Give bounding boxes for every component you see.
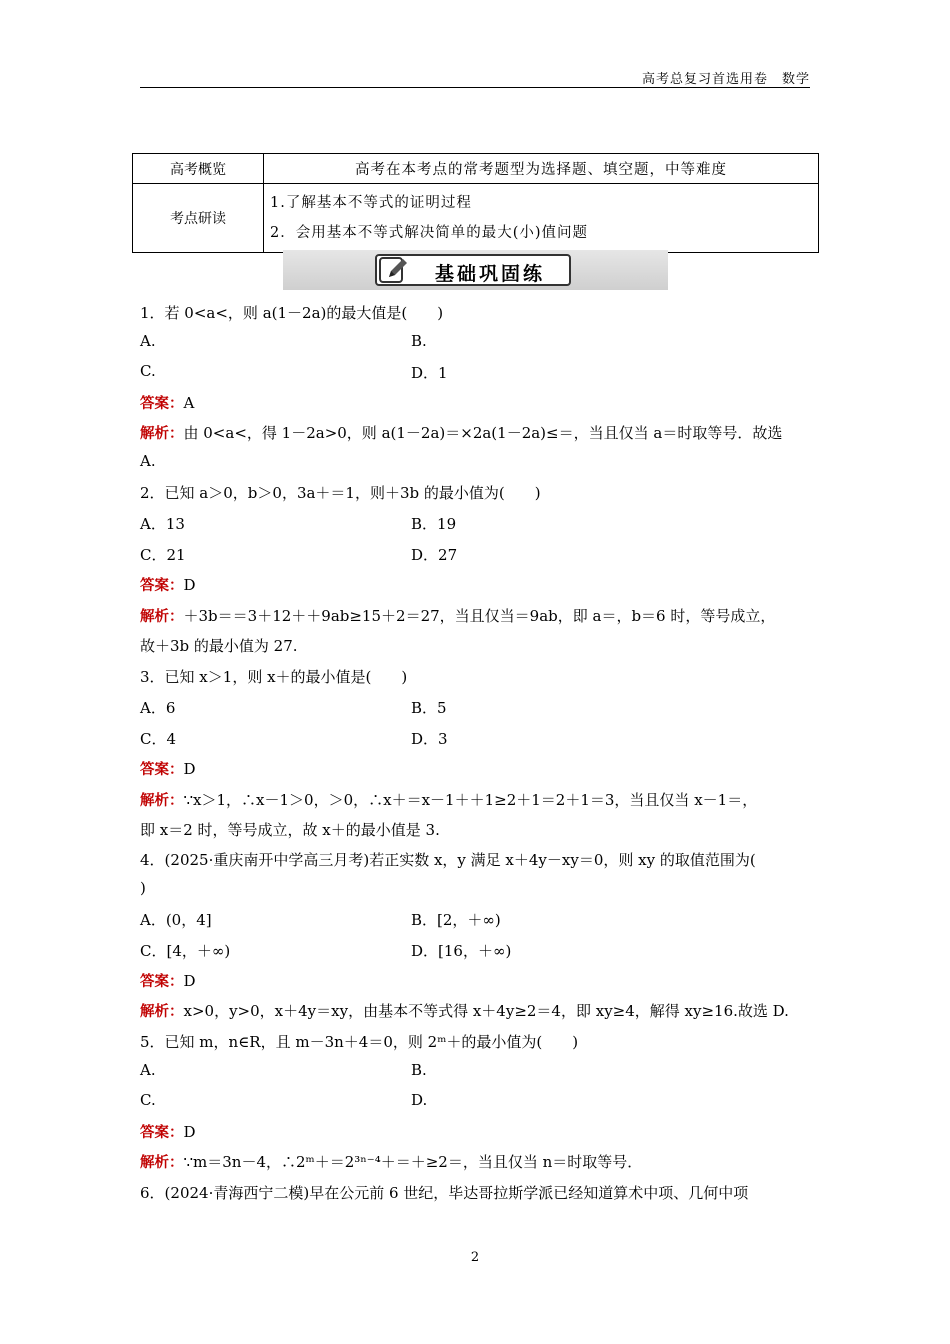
- q1-option-b: B.: [411, 332, 427, 350]
- q4-option-b: B．[2，＋∞): [411, 911, 501, 929]
- q1-analysis-cont: A.: [140, 452, 156, 470]
- q3-option-b: B．5: [411, 699, 447, 717]
- q5-option-b: B.: [411, 1061, 427, 1079]
- overview-label-kaodian: 考点研读: [133, 184, 264, 253]
- section-banner-title: 基础巩固练: [435, 263, 546, 285]
- answer-label: 答案：: [140, 762, 184, 778]
- q1-analysis: [140, 422, 782, 443]
- q2-stem: 2．已知 a＞0，b＞0，3a＋＝1，则＋3b 的最小值为( ): [140, 484, 541, 502]
- q1-stem: 1．若 0<a<，则 a(1－2a)的最大值是( ): [140, 304, 444, 322]
- analysis-text: ∵m＝3n－4，∴2ᵐ＋＝2³ⁿ⁻⁴＋＝＋≥2＝，当且仅当 n＝时取等号．: [183, 1153, 643, 1171]
- analysis-label: 解析：: [140, 793, 184, 809]
- analysis-text: ＋3b＝＝3＋12＋＋9ab≥15＋2＝27，当且仅当＝9ab，即 a＝，b＝6 时，等号成立，: [183, 607, 776, 625]
- analysis-text: 由 0<a<，得 1－2a>0，则 a(1－2a)＝×2a(1－2a)≤＝，当且仅当 a＝时取等号．故选: [183, 424, 783, 442]
- q3-answer: [140, 758, 196, 779]
- q3-option-d: D．3: [411, 730, 448, 748]
- q5-option-a: A.: [140, 1061, 156, 1079]
- q4-stem: 4．(2025·重庆南开中学高三月考)若正实数 x，y 满足 x＋4y－xy＝0，则 xy 的取值范围为(: [140, 851, 756, 869]
- q2-analysis: [140, 605, 775, 626]
- q4-option-a: A．(0，4]: [140, 911, 212, 929]
- q4-option-c: C．[4，＋∞): [140, 942, 231, 960]
- analysis-text: x>0，y>0，x＋4y＝xy，由基本不等式得 x＋4y≥2＝4，即 xy≥4，解得 xy≥16.故选 D.: [183, 1002, 789, 1020]
- q2-option-c: C．21: [140, 546, 186, 564]
- q5-answer: [140, 1121, 196, 1142]
- q5-option-d: D.: [411, 1091, 428, 1109]
- q1-option-d: D．1: [411, 364, 448, 382]
- answer-value: D: [183, 972, 196, 990]
- q4-answer: [140, 970, 196, 991]
- pencil-icon: [379, 257, 409, 283]
- q5-analysis: [140, 1151, 642, 1172]
- analysis-label: 解析：: [140, 1004, 184, 1020]
- kaodian-item-1: 1.了解基本不等式的证明过程: [270, 195, 472, 211]
- q1-option-a: A.: [140, 332, 156, 350]
- q4-option-d: D．[16，＋∞): [411, 942, 512, 960]
- q3-analysis: [140, 789, 757, 810]
- q5-stem: 5．已知 m，n∈R，且 m－3n＋4＝0，则 2ᵐ＋的最小值为( ): [140, 1033, 579, 1051]
- q6-stem: 6．(2024·青海西宁二模)早在公元前 6 世纪，毕达哥拉斯学派已经知道算术中项、几何中项: [140, 1184, 749, 1202]
- q2-answer: [140, 574, 196, 595]
- overview-content-gaokao: 高考在本考点的常考题型为选择题、填空题，中等难度: [264, 154, 819, 184]
- q4-analysis: [140, 1000, 789, 1021]
- answer-value: D: [183, 1123, 196, 1141]
- analysis-text: ∵x＞1，∴x－1＞0，＞0，∴x＋＝x－1＋＋1≥2＋1＝2＋1＝3，当且仅当 x－1＝，: [183, 791, 758, 809]
- answer-label: 答案：: [140, 578, 184, 594]
- answer-value: D: [183, 576, 196, 594]
- q5-option-c: C.: [140, 1091, 156, 1109]
- answer-value: A: [183, 394, 195, 412]
- q1-option-c: C.: [140, 362, 156, 380]
- q3-analysis-cont: 即 x＝2 时，等号成立，故 x＋的最小值是 3.: [140, 821, 440, 839]
- q4-stem-cont: ): [140, 879, 146, 897]
- overview-label-gaokao: 高考概览: [133, 154, 264, 184]
- analysis-label: 解析：: [140, 1155, 184, 1171]
- answer-label: 答案：: [140, 1125, 184, 1141]
- overview-content-kaodian: [264, 184, 819, 253]
- section-banner-box: [375, 254, 571, 286]
- q3-stem: 3．已知 x＞1，则 x＋的最小值是( ): [140, 668, 408, 686]
- header-title: 高考总复习首选用卷 数学: [641, 72, 810, 87]
- analysis-label: 解析：: [140, 426, 184, 442]
- q3-option-c: C．4: [140, 730, 177, 748]
- section-banner: [283, 250, 668, 290]
- q3-option-a: A．6: [140, 699, 176, 717]
- answer-label: 答案：: [140, 396, 184, 412]
- q2-option-b: B．19: [411, 515, 457, 533]
- q1-answer: [140, 392, 194, 413]
- kaodian-item-2: 2．会用基本不等式解决简单的最大(小)值问题: [270, 225, 589, 241]
- answer-value: D: [183, 760, 196, 778]
- page-number: 2: [470, 1250, 480, 1265]
- header-rule: [140, 87, 810, 88]
- overview-table: [132, 153, 819, 253]
- q2-analysis-cont: 故＋3b 的最小值为 27.: [140, 637, 298, 655]
- answer-label: 答案：: [140, 974, 184, 990]
- q2-option-a: A．13: [140, 515, 185, 533]
- analysis-label: 解析：: [140, 609, 184, 625]
- q2-option-d: D．27: [411, 546, 458, 564]
